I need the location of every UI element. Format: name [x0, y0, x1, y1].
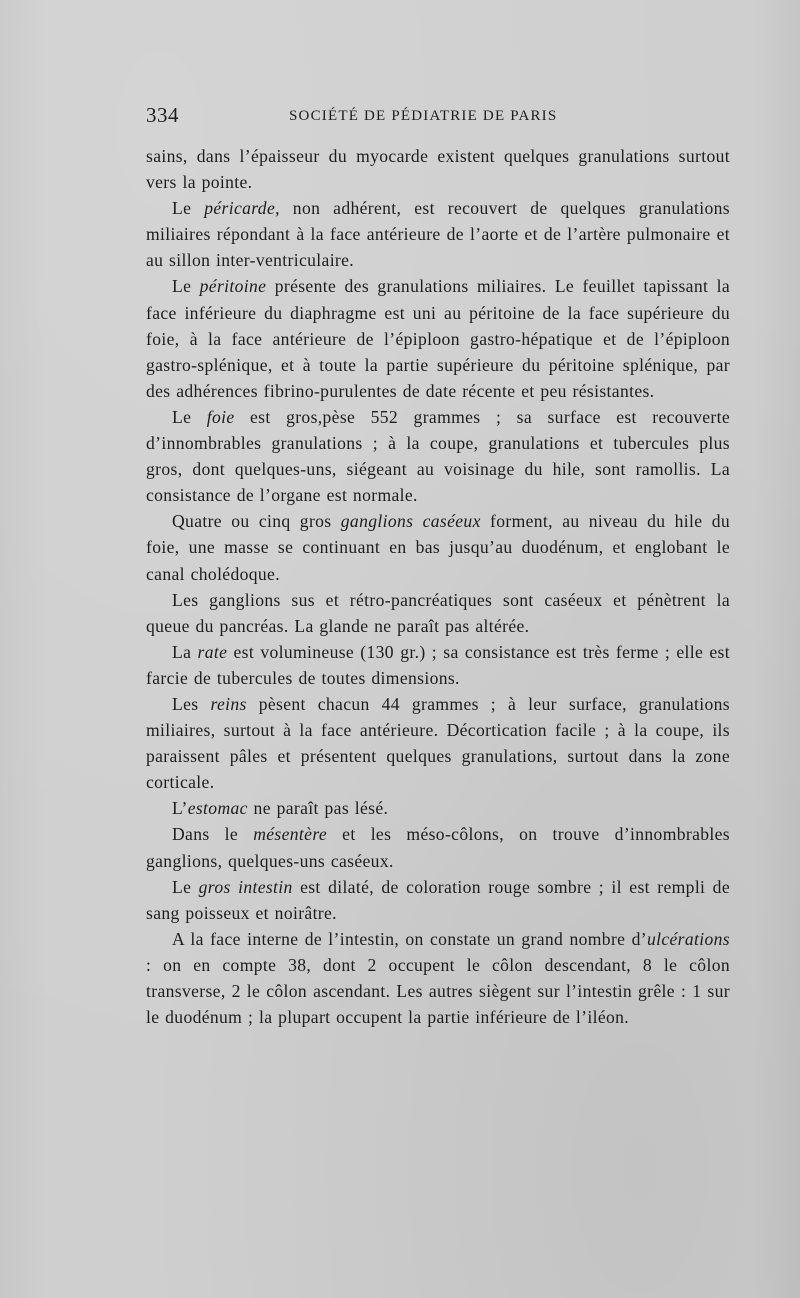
text-run: est dilaté, de coloration rouge sombre ; il est rempli de sang poisseux et noirâtre. [146, 876, 730, 923]
paragraph-ulcerations [146, 926, 730, 1030]
text-run: L’ [172, 798, 188, 819]
italic-term: ulcérations [646, 928, 730, 949]
text-run: Dans le [172, 824, 254, 845]
paragraph-pericarde [146, 195, 730, 273]
text-run: Les [172, 693, 211, 714]
text-run: Le [172, 406, 207, 427]
italic-term: mésentère [253, 824, 328, 845]
text-run: pèsent chacun 44 grammes ; à leur surface, granulations miliaires, surtout à la face antérieure. Décortication facile ; à la coupe, ils paraissent pâles et présentent quelques granulations, surtout dans la zone corticale. [146, 693, 731, 793]
running-head [146, 103, 730, 131]
text-run: est gros,pèse 552 grammes ; sa surface est recouverte d’innombrables granulations ; à la coupe, granulations et tubercules plus gros, dont quelques-uns, siégeant au voisinage du hile, sont ramollis. La consistance de l’organe est normale. [146, 406, 730, 506]
paragraph-reins [146, 691, 730, 795]
body-text [146, 143, 730, 1030]
text-run: Quatre ou cinq gros [172, 511, 341, 532]
text-run: sains, dans l’épaisseur du myocarde existent quelques granulations surtout vers la pointe. [146, 146, 730, 193]
text-run: est volumineuse (130 gr.) ; sa consistance est très ferme ; elle est farcie de tubercules de toutes dimensions. [146, 641, 730, 688]
italic-term: gros intestin [198, 876, 293, 897]
text-run: non adhérent, est recouvert de quelques granulations miliaires répondant à la face antérieure de l’aorte et de l’artère pulmonaire et au sillon inter-ventriculaire. [146, 198, 730, 271]
text-run: Le [172, 876, 199, 897]
text-run: Le [172, 276, 200, 297]
paragraph-pancreas [146, 587, 730, 639]
italic-term: reins [210, 693, 247, 714]
page-number: 334 [146, 103, 179, 127]
text-run: présente des granulations miliaires. Le feuillet tapissant la face inférieure du diaphragme est uni au péritoine de la face supérieure du foie, à la face antérieure de l’épiploon gastro-hépatique et de l’épiploon gastro-splénique, et à toute la partie supérieure du péritoine splénique, par des adhérences fibrino-purulentes de date récente et peu résistantes. [146, 276, 730, 401]
italic-term: rate [197, 641, 228, 662]
paragraph-peritoine [146, 273, 730, 403]
paragraph [146, 143, 730, 195]
paragraph-foie [146, 404, 730, 508]
paragraph-mesentere [146, 821, 730, 873]
text-run: ne paraît pas lésé. [247, 798, 389, 819]
italic-term: péritoine [199, 276, 267, 297]
paragraph-rate [146, 639, 730, 691]
journal-title: SOCIÉTÉ DE PÉDIATRIE DE PARIS [289, 108, 558, 124]
text-run: Les ganglions sus et rétro-pancréatiques sont caséeux et pénètrent la queue du pancréas. La glande ne paraît pas altérée. [146, 589, 730, 636]
paragraph-estomac [146, 795, 730, 821]
text-run: et les méso-côlons, on trouve d’innombrables ganglions, quelques-uns caséeux. [146, 824, 730, 871]
text-run: A la face interne de l’intestin, on constate un grand nombre d’ [172, 928, 647, 949]
italic-term: péricarde, [204, 198, 280, 219]
italic-term: ganglions caséeux [340, 511, 481, 532]
italic-term: foie [206, 406, 235, 427]
text-run: : on en compte 38, dont 2 occupent le côlon descendant, 8 le côlon transverse, 2 le côlon ascendant. Les autres siègent sur l’intestin grêle : 1 sur le duodénum ; la plupart occupent la partie inférieure de l’iléon. [146, 954, 730, 1028]
paragraph-gros-intestin [146, 874, 730, 926]
italic-term: estomac [187, 798, 248, 819]
paragraph-ganglions [146, 508, 730, 586]
text-run: La [172, 641, 198, 662]
text-run: Le [172, 198, 205, 219]
text-run: forment, au niveau du hile du foie, une masse se continuant en bas jusqu’au duodénum, et englobant le canal cholédoque. [146, 511, 730, 584]
